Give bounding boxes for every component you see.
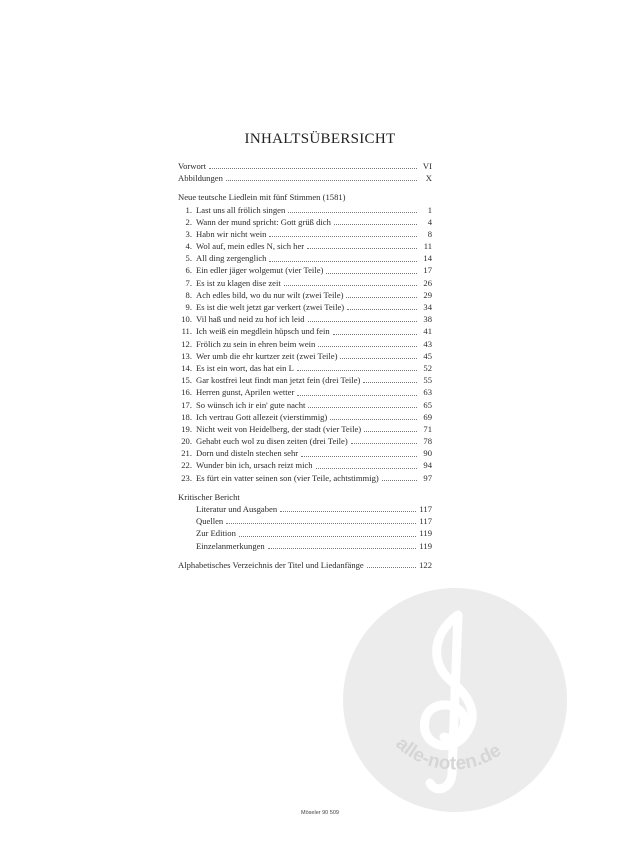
entry-page: 17 — [423, 265, 432, 276]
toc-entry-abbildungen[interactable] — [178, 172, 432, 184]
dot-leader — [363, 382, 417, 383]
toc-song-entry[interactable] — [178, 338, 432, 350]
toc-song-entry[interactable] — [178, 313, 432, 325]
entry-label: Gehabt euch wol zu disen zeiten (drei Teile) — [196, 436, 348, 447]
entry-number: 14. — [181, 362, 192, 373]
entry-page: 90 — [423, 448, 432, 459]
entry-label: Dorn und disteln stechen sehr — [196, 448, 299, 459]
toc-report-entry[interactable] — [178, 515, 432, 527]
entry-number: 16. — [181, 387, 192, 398]
toc-song-entry[interactable] — [178, 386, 432, 398]
dot-leader — [333, 334, 417, 335]
song-list — [178, 204, 432, 484]
entry-page: 41 — [423, 326, 432, 337]
toc-song-entry[interactable] — [178, 350, 432, 362]
entry-label: Vil haß und neid zu hof ich leid — [196, 314, 305, 325]
dot-leader — [308, 321, 417, 322]
entry-label: Gar kostfrei leut findt man jetzt fein (drei Teile) — [196, 375, 361, 386]
entry-page: 29 — [423, 289, 432, 300]
toc-song-entry[interactable] — [178, 423, 432, 435]
toc-song-entry[interactable] — [178, 228, 432, 240]
toc-song-entry[interactable] — [178, 301, 432, 313]
entry-page: 43 — [423, 338, 432, 349]
dot-leader — [269, 236, 417, 237]
entry-label: Wunder bin ich, ursach reizt mich — [196, 460, 313, 471]
dot-leader — [318, 346, 417, 347]
entry-label: Nicht weit von Heidelberg, der stadt (vier Teile) — [196, 423, 362, 434]
entry-page: 71 — [423, 423, 432, 434]
entry-page: 11 — [423, 241, 432, 252]
entry-label: Wann der mund spricht: Gott grüß dich — [196, 216, 331, 227]
toc-song-entry[interactable] — [178, 460, 432, 472]
entry-label: Quellen — [196, 516, 224, 527]
entry-label: All ding zergenglich — [196, 253, 267, 264]
section-heading-liedlein: Neue teutsche Liedlein mit fünf Stimmen (1581) — [178, 192, 346, 203]
entry-label: Ich weiß ein megdlein hüpsch und fein — [196, 326, 330, 337]
entry-page: VI — [422, 160, 432, 171]
entry-number: 17. — [181, 399, 192, 410]
entry-label: Es fürt ein vatter seinen son (vier Teile, achtstimmig) — [196, 472, 379, 483]
entry-number: 7. — [185, 277, 192, 288]
entry-label: Wol auf, mein edles N, sich her — [196, 241, 305, 252]
entry-page: 8 — [427, 228, 432, 239]
entry-number: 23. — [181, 472, 192, 483]
entry-page: 52 — [423, 362, 432, 373]
entry-page: 119 — [419, 528, 432, 539]
dot-leader — [226, 180, 417, 181]
toc-song-entry[interactable] — [178, 435, 432, 447]
entry-page: 55 — [423, 375, 432, 386]
entry-page: 38 — [423, 314, 432, 325]
entry-label: Es ist die welt jetzt gar verkert (zwei Teile) — [196, 302, 345, 313]
dot-leader — [340, 358, 417, 359]
dot-leader — [308, 407, 417, 408]
entry-page: 14 — [423, 253, 432, 264]
report-list — [178, 503, 432, 552]
entry-page: 63 — [423, 387, 432, 398]
dot-leader — [326, 273, 417, 274]
entry-page: 117 — [419, 504, 432, 515]
dot-leader — [284, 285, 417, 286]
dot-leader — [346, 297, 417, 298]
entry-label: Es ist ein wort, das hat ein L — [196, 362, 294, 373]
entry-number: 9. — [185, 302, 192, 313]
dot-leader — [288, 212, 417, 213]
page-footer: Möseler 90 509 — [301, 810, 339, 816]
entry-label: Herren gunst, Aprilen wetter — [196, 387, 295, 398]
entry-number: 18. — [181, 411, 192, 422]
toc-song-entry[interactable] — [178, 289, 432, 301]
entry-number: 22. — [181, 460, 192, 471]
toc-song-entry[interactable] — [178, 411, 432, 423]
toc-song-entry[interactable] — [178, 399, 432, 411]
entry-number: 20. — [181, 436, 192, 447]
entry-label: Einzelanmerkungen — [196, 540, 265, 551]
toc-song-entry[interactable] — [178, 277, 432, 289]
entry-page: 45 — [423, 350, 432, 361]
dot-leader — [301, 456, 417, 457]
entry-page: 26 — [423, 277, 432, 288]
dot-leader — [297, 370, 417, 371]
entry-label: Abbildungen — [178, 173, 223, 184]
dot-leader — [269, 261, 417, 262]
entry-number: 15. — [181, 375, 192, 386]
toc-song-entry[interactable] — [178, 374, 432, 386]
toc-song-entry[interactable] — [178, 204, 432, 216]
dot-leader — [351, 443, 417, 444]
entry-number: 13. — [181, 350, 192, 361]
entry-number: 1. — [185, 204, 192, 215]
entry-number: 6. — [185, 265, 192, 276]
entry-number: 2. — [185, 216, 192, 227]
entry-number: 8. — [185, 289, 192, 300]
toc-entry-vorwort[interactable] — [178, 160, 432, 172]
entry-label: Vorwort — [178, 160, 207, 171]
toc-song-entry[interactable] — [178, 447, 432, 459]
entry-number: 12. — [181, 338, 192, 349]
entry-page: 78 — [423, 436, 432, 447]
entry-page: 69 — [423, 411, 432, 422]
toc-song-entry[interactable] — [178, 240, 432, 252]
dot-leader — [382, 480, 417, 481]
dot-leader — [334, 224, 417, 225]
entry-number: 4. — [185, 241, 192, 252]
toc-song-entry[interactable] — [178, 265, 432, 277]
dot-leader — [364, 431, 417, 432]
entry-label: Ach edles bild, wo du nur wilt (zwei Teile) — [196, 289, 344, 300]
entry-number: 21. — [181, 448, 192, 459]
entry-page: 4 — [427, 216, 432, 227]
dot-leader — [268, 548, 417, 549]
watermark-logo — [340, 585, 570, 815]
entry-page: 119 — [419, 540, 432, 551]
entry-number: 3. — [185, 228, 192, 239]
entry-label: So wünsch ich ir ein' gute nacht — [196, 399, 306, 410]
toc-report-entry[interactable] — [178, 540, 432, 552]
toc-report-entry[interactable] — [178, 503, 432, 515]
entry-number: 5. — [185, 253, 192, 264]
page-title: INHALTSÜBERSICHT — [244, 131, 396, 147]
watermark-text: alle-noten.de — [391, 733, 506, 775]
entry-number: 19. — [181, 423, 192, 434]
entry-label: Literatur und Ausgaben — [196, 504, 278, 515]
toc-song-entry[interactable] — [178, 216, 432, 228]
toc-song-entry[interactable] — [178, 362, 432, 374]
entry-label: Ich vertrau Gott allezeit (vierstimmig) — [196, 411, 328, 422]
entry-label: Wer umb die ehr kurtzer zeit (zwei Teile) — [196, 350, 338, 361]
entry-page: 94 — [423, 460, 432, 471]
entry-page: X — [425, 173, 432, 184]
toc-song-entry[interactable] — [178, 325, 432, 337]
table-of-contents — [178, 160, 432, 571]
entry-number: 10. — [181, 314, 192, 325]
entry-page: 122 — [419, 559, 432, 570]
entry-page: 117 — [419, 516, 432, 527]
entry-label: Es ist zu klagen dise zeit — [196, 277, 281, 288]
entry-page: 97 — [423, 472, 432, 483]
entry-label: Ein edler jäger wolgemut (vier Teile) — [196, 265, 324, 276]
dot-leader — [316, 468, 417, 469]
dot-leader — [367, 567, 416, 568]
entry-page: 1 — [427, 204, 432, 215]
dot-leader — [226, 523, 416, 524]
entry-page: 34 — [423, 302, 432, 313]
entry-label: Habn wir nicht wein — [196, 228, 267, 239]
dot-leader — [347, 309, 417, 310]
entry-label: Frölich zu sein in ehren beim wein — [196, 338, 316, 349]
dot-leader — [280, 511, 416, 512]
dot-leader — [239, 536, 417, 537]
toc-song-entry[interactable] — [178, 472, 432, 484]
entry-page: 65 — [423, 399, 432, 410]
toc-entry-index[interactable] — [178, 559, 432, 571]
section-heading-kritischer-bericht: Kritischer Bericht — [178, 491, 240, 502]
entry-label: Zur Edition — [196, 528, 236, 539]
toc-report-entry[interactable] — [178, 527, 432, 539]
dot-leader — [209, 168, 417, 169]
toc-song-entry[interactable] — [178, 252, 432, 264]
entry-number: 11. — [181, 326, 192, 337]
entry-label: Last uns all frölich singen — [196, 204, 286, 215]
dot-leader — [330, 419, 417, 420]
dot-leader — [307, 248, 417, 249]
dot-leader — [297, 395, 417, 396]
entry-label: Alphabetisches Verzeichnis der Titel und Liedanfänge — [178, 559, 364, 570]
